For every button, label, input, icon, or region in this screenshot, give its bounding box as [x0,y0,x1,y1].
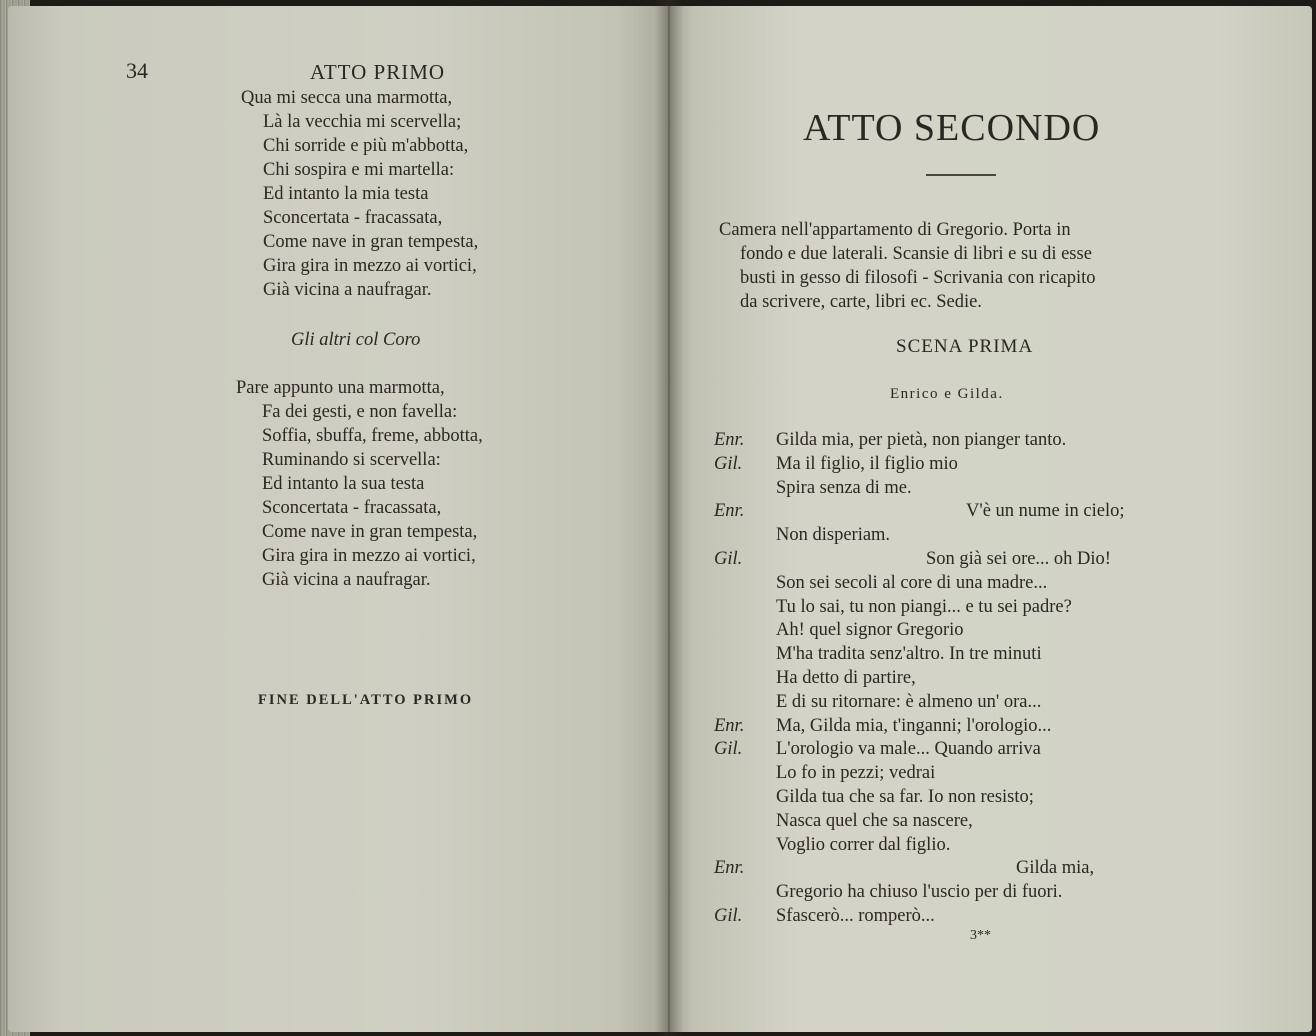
dialogue-line: V'è un nume in cielo; [966,501,1125,522]
stage-line: busti in gesso di filosofi - Scrivania con ricapito [740,268,1096,288]
right-page [668,6,1312,1032]
verse-line: Già vicina a naufragar. [262,570,431,590]
speaker-label: Gil. [714,549,743,569]
dialogue-line: Voglio correr dal figlio. [776,834,951,855]
scene-title: SCENA PRIMA [896,336,1034,357]
verse-line: Ruminando si scervella: [262,450,441,470]
dialogue-line: M'ha tradita senz'altro. In tre minuti [776,644,1042,665]
dialogue-line: Spira senza di me. [776,477,912,498]
running-header: ATTO PRIMO [310,60,446,84]
speaker-label: Enr. [714,858,745,879]
stage-line: fondo e due laterali. Scansie di libri e su di esse [740,244,1092,264]
verse-line: Gira gira in mezzo ai vortici, [262,546,476,566]
verse-line: Gira gira in mezzo ai vortici, [263,256,477,276]
verse-line: Già vicina a naufragar. [263,280,432,300]
verse-line: Come nave in gran tempesta, [263,232,479,252]
stage-direction [719,218,1096,314]
title-rule [926,174,996,176]
book-gutter [655,0,683,1036]
verse-line: Qua mi secca una marmotta, [241,88,453,108]
verse-line: Fa dei gesti, e non favella: [262,402,458,422]
dialogue-line: Ma il figlio, il figlio mio [776,453,958,474]
verse-line: Ed intanto la mia testa [263,184,429,204]
stanza-1 [241,86,478,302]
speaker-label: Gil. [714,906,743,926]
verse-line: Chi sorride e più m'abbotta, [263,136,469,156]
dialogue-line: Son sei secoli al core di una madre... [776,572,1048,593]
dialogue-line: L'orologio va male... Quando arriva [776,739,1041,760]
verse-line: Là la vecchia mi scervella; [263,112,462,132]
verse-line: Soffia, sbuffa, freme, abbotta, [262,426,483,446]
dialogue-line: Gilda mia, per pietà, non pianger tanto. [776,430,1067,450]
dialogue-line: Non disperiam. [776,525,891,546]
speaker-label: Enr. [714,430,745,450]
dialogue-line: Lo fo in pezzi; vedrai [776,763,936,784]
stage-line: Camera nell'appartamento di Gregorio. Porta in [719,220,1071,240]
stanza-2 [236,376,483,592]
dialogue-line: Ma, Gilda mia, t'inganni; l'orologio... [776,715,1052,736]
dialogue-line: Gilda mia, [1016,858,1095,879]
dialogue-line: Ha detto di partire, [776,668,916,688]
act-title: ATTO SECONDO [803,107,1101,149]
dialogue-line: Gregorio ha chiuso l'uscio per di fuori. [776,882,1063,903]
verse-line: Sconcertata - fracassata, [263,208,443,228]
left-page [8,6,668,1032]
dialogue-line: E di su ritornare: è almeno un' ora... [776,691,1042,712]
speaker-label: Gil. [714,739,743,760]
end-of-act-note: FINE DELL'ATTO PRIMO [258,692,474,708]
dialogue-line: Sfascerò... romperò... [776,906,935,926]
dialogue-line: Tu lo sai, tu non piangi... e tu sei padre? [776,596,1072,617]
chorus-heading: Gli altri col Coro [291,330,421,350]
dialogue-line: Ah! quel signor Gregorio [776,620,964,641]
verse-line: Chi sospira e mi martella: [263,160,455,180]
characters-line: Enrico e Gilda. [890,386,1004,402]
dialogue-line: Son già sei ore... oh Dio! [926,549,1111,569]
speaker-label: Enr. [714,501,745,522]
dialogue-line: Nasca quel che sa nascere, [776,810,973,831]
speaker-label: Gil. [714,453,743,474]
dialogue-line: Gilda tua che sa far. Io non resisto; [776,787,1034,807]
verse-line: Pare appunto una marmotta, [236,378,445,398]
speaker-label: Enr. [714,715,745,736]
stage-line: da scrivere, carte, libri ec. Sedie. [740,292,982,312]
verse-line: Sconcertata - fracassata, [262,498,442,518]
page-number: 34 [126,58,148,83]
signature-mark: 3** [970,928,991,943]
verse-line: Ed intanto la sua testa [262,474,425,494]
verse-line: Come nave in gran tempesta, [262,522,478,542]
